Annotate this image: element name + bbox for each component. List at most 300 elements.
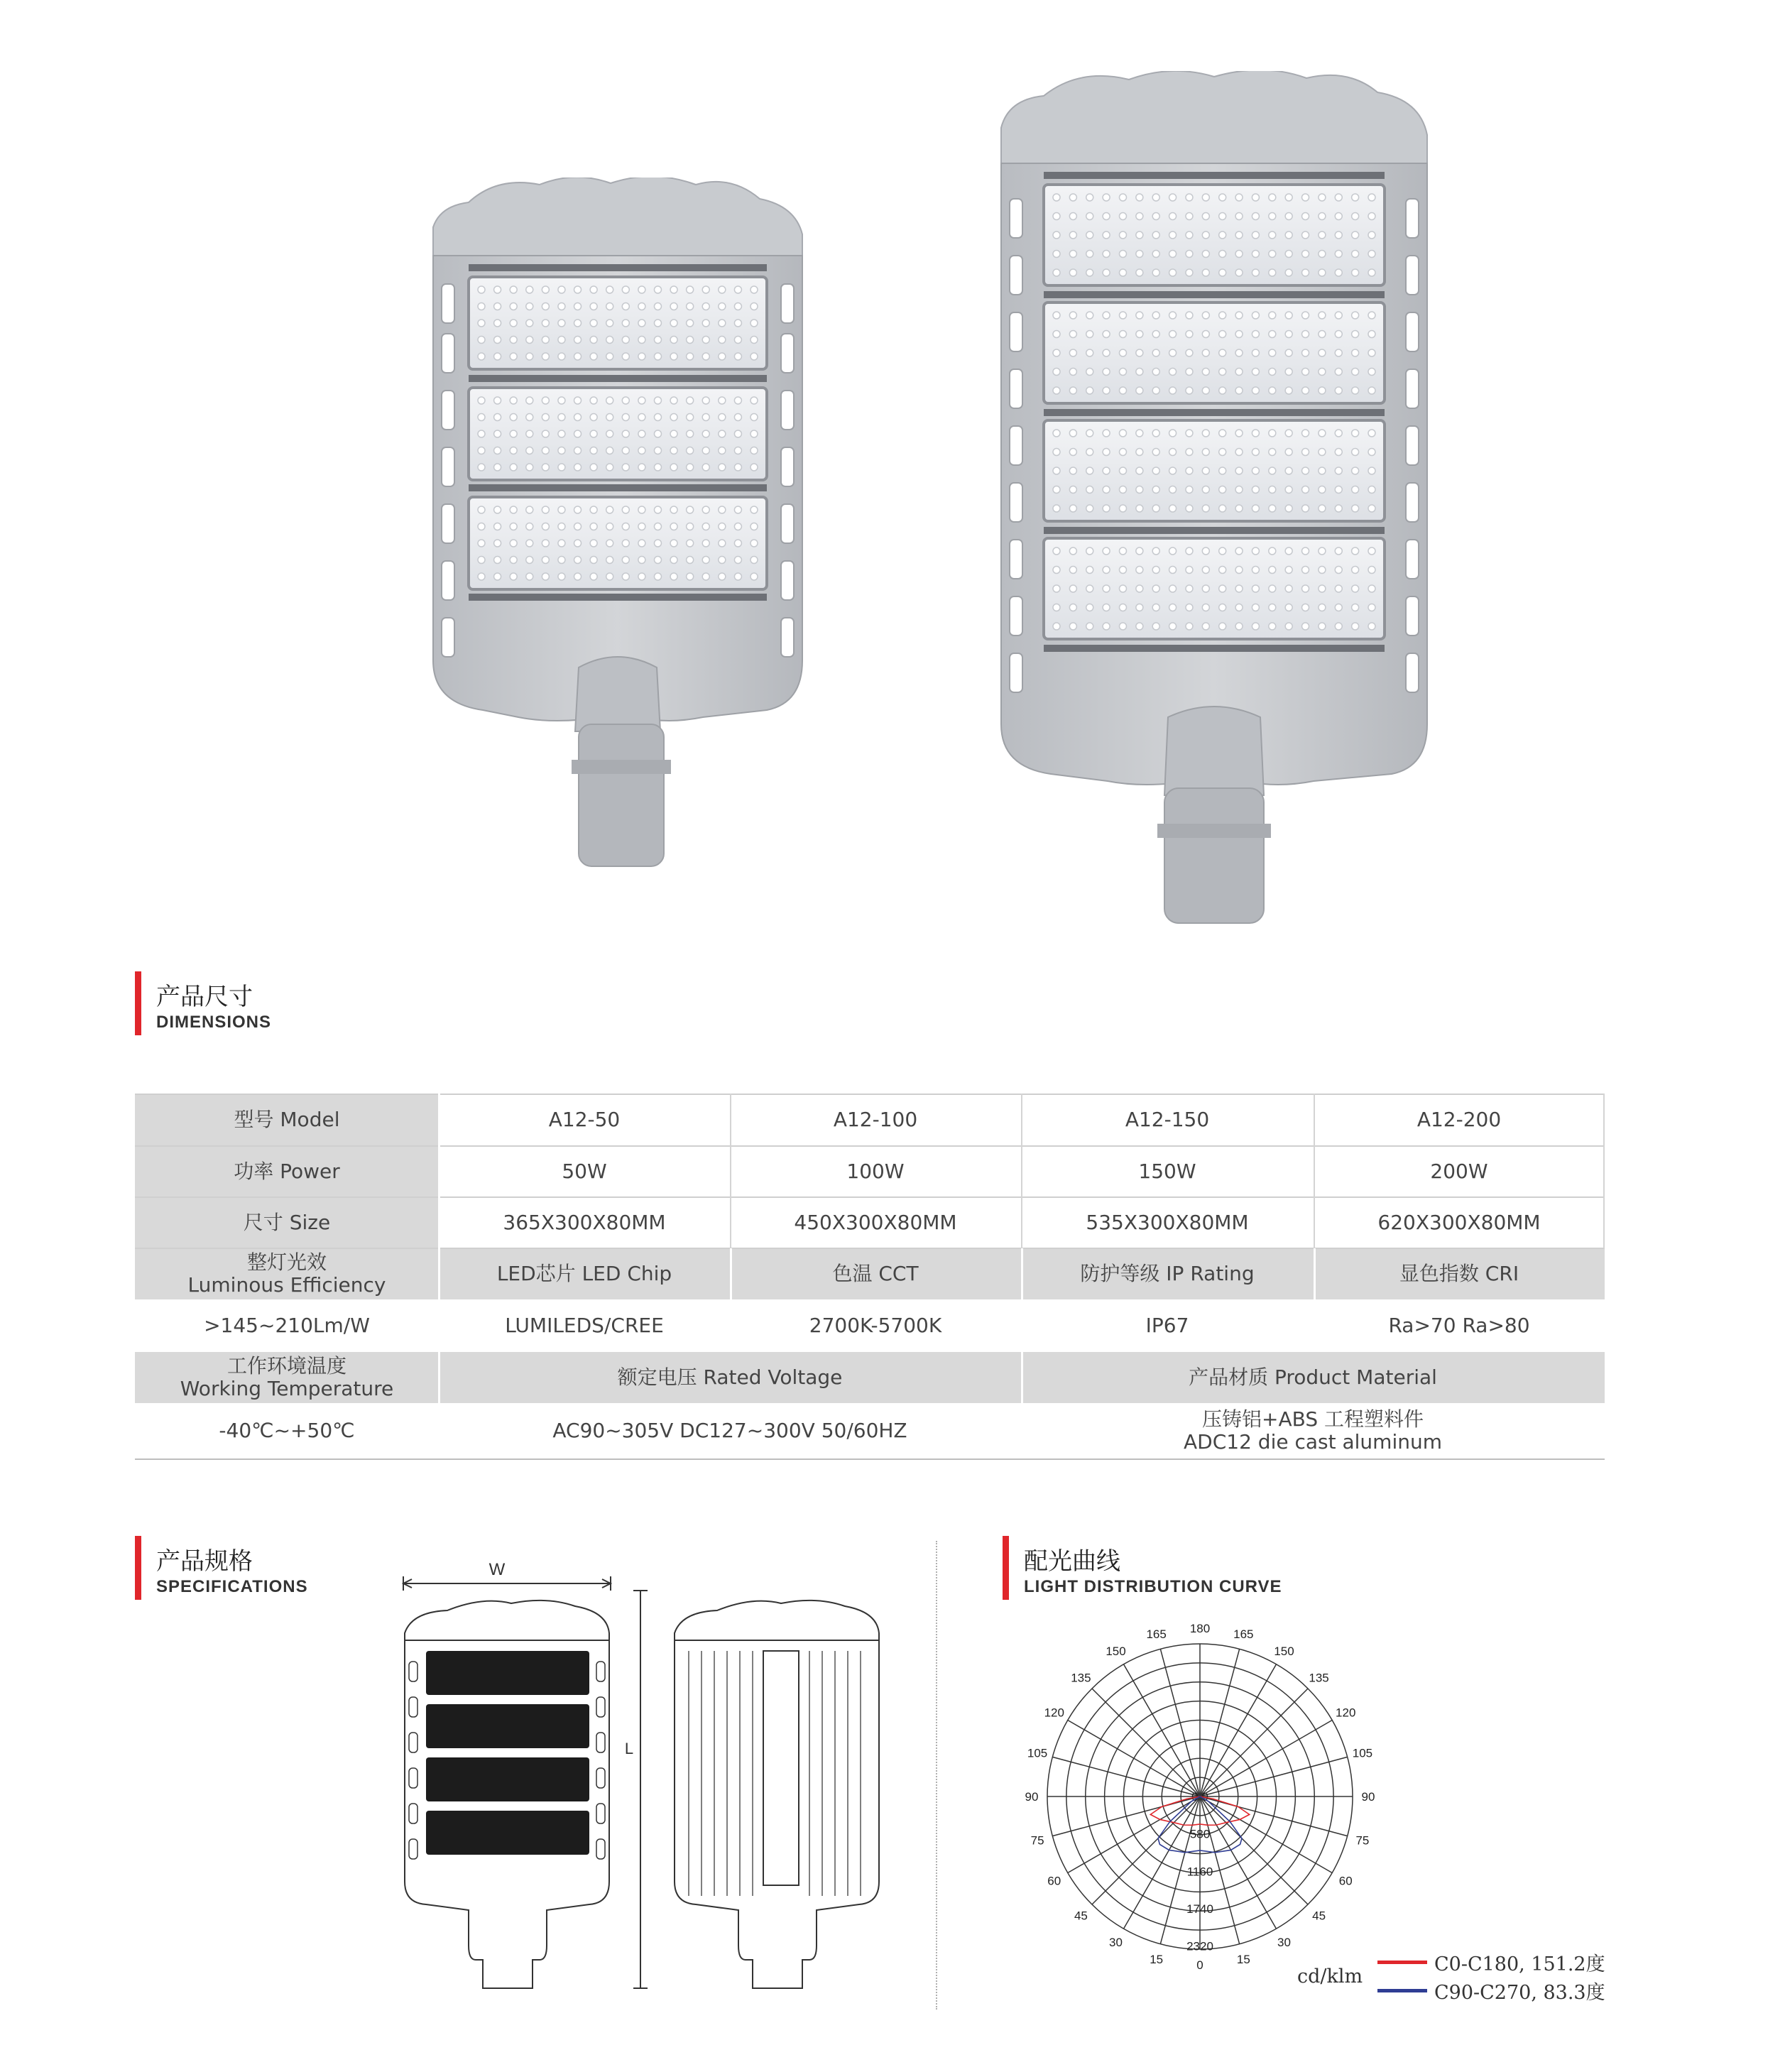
led-chip (1152, 505, 1159, 512)
led-chip (1136, 623, 1143, 630)
size-value: 620X300X80MM (1377, 1211, 1541, 1234)
led-chip (687, 353, 694, 360)
led-chip (1319, 213, 1326, 220)
led-chip (1086, 604, 1093, 611)
led-chip (1235, 505, 1243, 512)
led-chip (687, 573, 694, 580)
led-chip (1269, 312, 1276, 319)
led-chip (1352, 449, 1359, 456)
led-chip (638, 464, 645, 471)
led-chip (719, 557, 726, 564)
led-chip (1319, 505, 1326, 512)
section-accent-bar (135, 971, 141, 1035)
polar-grid-spoke (1092, 1689, 1200, 1796)
led-chip (750, 506, 758, 513)
led-chip (606, 447, 613, 454)
led-chip (1302, 331, 1309, 338)
led-chip (542, 286, 549, 293)
led-chip (622, 414, 629, 421)
led-chip (1136, 194, 1143, 201)
led-chip (622, 506, 629, 513)
led-chip (1285, 369, 1292, 376)
led-chip (1219, 567, 1226, 574)
label-temp-en: Working Temperature (180, 1377, 394, 1400)
efficiency-value: >145~210Lm/W (204, 1314, 370, 1337)
led-chip (1252, 369, 1259, 376)
polar-center-label: 0 0 (1191, 1790, 1208, 1804)
led-chip (1335, 449, 1342, 456)
led-chip-value: LUMILEDS/CREE (505, 1314, 664, 1337)
led-chip (1119, 251, 1126, 258)
polar-unit-label: cd/klm (1297, 1965, 1363, 1988)
led-chip (687, 320, 694, 327)
led-chip (1119, 369, 1126, 376)
led-chip (1136, 567, 1143, 574)
led-chip (750, 320, 758, 327)
led-chip (1069, 449, 1076, 456)
polar-grid-spoke (1200, 1796, 1348, 1836)
led-chip (719, 464, 726, 471)
led-chip (1235, 604, 1243, 611)
led-chip (670, 286, 677, 293)
section-accent-bar (135, 1536, 141, 1600)
led-chip (1169, 251, 1177, 258)
led-chip (1285, 387, 1292, 394)
led-chip (1219, 430, 1226, 437)
led-chip (1069, 604, 1076, 611)
led-chip (702, 414, 709, 421)
led-chip (734, 557, 741, 564)
led-chip (526, 337, 533, 344)
led-chip (478, 320, 485, 327)
power-value: 50W (562, 1160, 607, 1183)
led-chip (1335, 547, 1342, 555)
led-chip (494, 506, 501, 513)
led-chip (1069, 387, 1076, 394)
led-chip (734, 414, 741, 421)
led-chip (638, 320, 645, 327)
ip-rating-value: IP67 (1145, 1314, 1189, 1337)
led-chip (1235, 331, 1243, 338)
led-chip (1152, 194, 1159, 201)
led-chip (750, 447, 758, 454)
led-chip (1219, 449, 1226, 456)
label-cri: 显色指数 CRI (1399, 1262, 1519, 1285)
led-chip (494, 430, 501, 437)
led-chip (558, 506, 565, 513)
led-chip (1219, 604, 1226, 611)
led-chip (1219, 269, 1226, 276)
led-chip (1269, 585, 1276, 592)
led-chip (702, 430, 709, 437)
led-chip (494, 573, 501, 580)
led-chip (1202, 194, 1209, 201)
led-chip (750, 414, 758, 421)
led-chip (526, 557, 533, 564)
led-chip (1352, 430, 1359, 437)
led-chip (1269, 467, 1276, 474)
led-chip (1235, 467, 1243, 474)
led-chip (1169, 449, 1177, 456)
led-chip (1335, 505, 1342, 512)
led-chip (1053, 231, 1060, 239)
led-chip (574, 303, 582, 310)
label-cct: 色温 CCT (832, 1262, 919, 1285)
led-chip (1086, 547, 1093, 555)
led-chip (606, 397, 613, 404)
led-chip (1202, 312, 1209, 319)
product-photo-a12-50 (426, 178, 824, 873)
led-chip (1352, 547, 1359, 555)
led-chip (1269, 505, 1276, 512)
led-chip (478, 464, 485, 471)
led-chip (1103, 331, 1110, 338)
led-chip (1202, 547, 1209, 555)
led-chip (1235, 547, 1243, 555)
led-chip (719, 573, 726, 580)
label-size: 尺寸 Size (243, 1211, 331, 1234)
size-value: 535X300X80MM (1086, 1211, 1249, 1234)
led-chip (1302, 505, 1309, 512)
led-chip (654, 447, 661, 454)
led-chip (1219, 312, 1226, 319)
led-chip (1368, 547, 1375, 555)
led-chip (1252, 430, 1259, 437)
led-chip (1352, 331, 1359, 338)
polar-angle-label: 30 (1277, 1936, 1291, 1950)
led-chip (1368, 387, 1375, 394)
legend-label: C90-C270, 83.3度 (1434, 1982, 1605, 2004)
led-chip (1285, 213, 1292, 220)
led-chip (1368, 369, 1375, 376)
polar-angle-label: 120 (1336, 1706, 1356, 1720)
led-chip (494, 447, 501, 454)
led-chip (1285, 231, 1292, 239)
led-chip (1103, 312, 1110, 319)
led-chip (1319, 194, 1326, 201)
led-chip (1368, 486, 1375, 494)
led-chip (1352, 213, 1359, 220)
label-temp-zh: 工作环境温度 (226, 1354, 346, 1378)
led-chip (590, 286, 597, 293)
led-chip (542, 447, 549, 454)
led-chip (542, 320, 549, 327)
polar-angle-label: 180 (1189, 1622, 1211, 1635)
led-chip (702, 337, 709, 344)
led-chip (1136, 231, 1143, 239)
led-chip (687, 506, 694, 513)
led-chip (1219, 213, 1226, 220)
led-chip (1319, 623, 1326, 630)
led-chip (542, 540, 549, 547)
led-chip (719, 447, 726, 454)
led-chip (494, 303, 501, 310)
led-chip (622, 447, 629, 454)
led-chip (510, 320, 517, 327)
led-chip (1119, 194, 1126, 201)
led-chip (1169, 213, 1177, 220)
polar-grid-spoke (1200, 1796, 1332, 1873)
legend-item-c0-c180 (1377, 1948, 1605, 1976)
led-chip (1169, 269, 1177, 276)
led-chip (1152, 387, 1159, 394)
led-chip (590, 397, 597, 404)
led-chip (702, 447, 709, 454)
polar-angle-label: 105 (1352, 1746, 1373, 1760)
led-chip (1069, 194, 1076, 201)
polar-angle-label: 165 (1233, 1627, 1254, 1642)
led-chip (558, 414, 565, 421)
model-a12-50: A12-50 (548, 1108, 621, 1131)
polar-grid-spoke (1068, 1721, 1200, 1797)
led-chip (1352, 505, 1359, 512)
led-chip (1169, 585, 1177, 592)
power-value: 100W (846, 1160, 905, 1183)
led-chip (1069, 349, 1076, 356)
led-chip (1136, 547, 1143, 555)
led-chip (542, 430, 549, 437)
led-chip (606, 353, 613, 360)
led-chip (1103, 449, 1110, 456)
led-chip (1119, 567, 1126, 574)
led-chip (622, 573, 629, 580)
led-chip (574, 573, 582, 580)
light-distribution-polar-chart (1022, 1619, 1377, 2002)
led-chip (1119, 331, 1126, 338)
led-chip (1368, 585, 1375, 592)
led-chip (1069, 486, 1076, 494)
led-chip (670, 557, 677, 564)
led-chip (1235, 269, 1243, 276)
led-chip (1152, 213, 1159, 220)
led-chip (1053, 467, 1060, 474)
led-chip (1136, 505, 1143, 512)
led-chip (1086, 269, 1093, 276)
led-chip (1119, 449, 1126, 456)
model-a12-100: A12-100 (833, 1108, 918, 1131)
led-chip (1269, 194, 1276, 201)
led-chip (1186, 312, 1193, 319)
led-chip (1252, 449, 1259, 456)
led-chip (1202, 369, 1209, 376)
led-chip (1186, 430, 1193, 437)
led-chip (1086, 213, 1093, 220)
led-chip (1202, 585, 1209, 592)
led-chip (542, 464, 549, 471)
led-chip (687, 397, 694, 404)
led-chip (1202, 604, 1209, 611)
led-chip (1152, 585, 1159, 592)
led-chip (702, 540, 709, 547)
led-chip (750, 303, 758, 310)
led-chip (478, 573, 485, 580)
led-chip (1169, 194, 1177, 201)
led-chip (1169, 349, 1177, 356)
label-efficiency-zh: 整灯光效 (246, 1250, 327, 1274)
led-chip (558, 397, 565, 404)
led-chip (1152, 486, 1159, 494)
led-chip (1086, 623, 1093, 630)
led-chip (1335, 349, 1342, 356)
led-chip (670, 303, 677, 310)
led-chip (1186, 213, 1193, 220)
led-chip (510, 506, 517, 513)
led-chip (1285, 449, 1292, 456)
width-dimension-label: W (488, 1562, 506, 1579)
led-chip (1319, 269, 1326, 276)
led-chip (1285, 430, 1292, 437)
led-chip (1086, 194, 1093, 201)
led-chip (574, 320, 582, 327)
polar-angle-label: 60 (1338, 1874, 1353, 1888)
led-chip (1252, 194, 1259, 201)
led-chip (719, 540, 726, 547)
led-chip (702, 506, 709, 513)
led-chip (1269, 369, 1276, 376)
led-chip (510, 523, 517, 530)
led-chip (1202, 251, 1209, 258)
polar-grid-spoke (1052, 1757, 1200, 1796)
led-chip (1235, 231, 1243, 239)
led-chip (1319, 547, 1326, 555)
led-chip (654, 557, 661, 564)
led-chip (750, 397, 758, 404)
label-efficiency-en: Luminous Efficiency (187, 1273, 386, 1297)
led-chip (1319, 387, 1326, 394)
cri-value: Ra>70 Ra>80 (1388, 1314, 1530, 1337)
led-chip (750, 286, 758, 293)
led-chip (1235, 486, 1243, 494)
led-chip (542, 397, 549, 404)
led-chip (1302, 231, 1309, 239)
led-chip (670, 414, 677, 421)
led-chip (1053, 387, 1060, 394)
led-chip (750, 523, 758, 530)
led-chip (1053, 623, 1060, 630)
led-chip (1269, 269, 1276, 276)
led-chip (1169, 467, 1177, 474)
led-chip (687, 557, 694, 564)
led-chip (1352, 231, 1359, 239)
led-chip (494, 286, 501, 293)
led-chip (1235, 567, 1243, 574)
led-chip (1186, 547, 1193, 555)
polar-chart-legend (1292, 1946, 1647, 2010)
led-chip (1152, 547, 1159, 555)
led-chip (1269, 213, 1276, 220)
led-chip (1335, 486, 1342, 494)
led-chip (1269, 251, 1276, 258)
led-chip (1053, 213, 1060, 220)
led-chip (1335, 467, 1342, 474)
led-chip (670, 447, 677, 454)
led-chip (1152, 623, 1159, 630)
led-chip (526, 286, 533, 293)
led-chip (1069, 369, 1076, 376)
led-chip (670, 523, 677, 530)
led-chip (1136, 430, 1143, 437)
led-chip (558, 320, 565, 327)
led-chip (1235, 449, 1243, 456)
led-chip (1119, 349, 1126, 356)
polar-grid-spoke (1200, 1757, 1348, 1796)
led-chip (734, 523, 741, 530)
led-chip (1252, 467, 1259, 474)
led-chip (1119, 486, 1126, 494)
led-chip (1086, 505, 1093, 512)
led-chip (1252, 486, 1259, 494)
led-chip (1352, 312, 1359, 319)
led-chip (750, 430, 758, 437)
led-chip (494, 414, 501, 421)
led-chip (1319, 251, 1326, 258)
led-chip (1186, 349, 1193, 356)
led-chip (638, 414, 645, 421)
polar-radial-label: 1160 (1186, 1865, 1213, 1879)
legend-swatch (1377, 1961, 1427, 1964)
led-chip (719, 430, 726, 437)
led-chip (1152, 312, 1159, 319)
led-chip (494, 397, 501, 404)
led-chip (1169, 312, 1177, 319)
polar-angle-label: 105 (1027, 1746, 1048, 1760)
label-product-material: 产品材质 Product Material (1189, 1365, 1437, 1389)
polar-angle-label: 150 (1106, 1644, 1126, 1658)
led-chip (1136, 449, 1143, 456)
led-chip (1136, 604, 1143, 611)
polar-grid-spoke (1200, 1721, 1332, 1797)
led-chip (478, 286, 485, 293)
led-chip (1103, 467, 1110, 474)
section-title-zh: 产品尺寸 (156, 983, 253, 1011)
led-chip (1252, 231, 1259, 239)
led-chip (1053, 505, 1060, 512)
led-chip (1169, 604, 1177, 611)
led-chip (1186, 387, 1193, 394)
led-chip (1103, 430, 1110, 437)
led-chip (702, 573, 709, 580)
led-chip (1103, 547, 1110, 555)
led-chip (1285, 505, 1292, 512)
led-chip (1285, 547, 1292, 555)
led-chip (1319, 486, 1326, 494)
led-chip (510, 557, 517, 564)
led-chip (1169, 331, 1177, 338)
led-chip (1086, 387, 1093, 394)
led-chip (1335, 213, 1342, 220)
led-chip (1269, 547, 1276, 555)
led-chip (1202, 331, 1209, 338)
led-chip (1186, 449, 1193, 456)
led-chip (1152, 604, 1159, 611)
led-chip (750, 464, 758, 471)
led-chip (1319, 331, 1326, 338)
led-chip (1269, 604, 1276, 611)
led-chip (687, 337, 694, 344)
led-chip (1053, 312, 1060, 319)
led-chip (1136, 312, 1143, 319)
led-chip (638, 447, 645, 454)
led-chip (622, 430, 629, 437)
led-chip (1235, 349, 1243, 356)
led-chip (510, 303, 517, 310)
led-chip (1219, 486, 1226, 494)
led-chip (670, 320, 677, 327)
led-chip (1319, 449, 1326, 456)
polar-angle-label: 90 (1025, 1790, 1039, 1804)
led-chip (1136, 349, 1143, 356)
led-chip (558, 337, 565, 344)
